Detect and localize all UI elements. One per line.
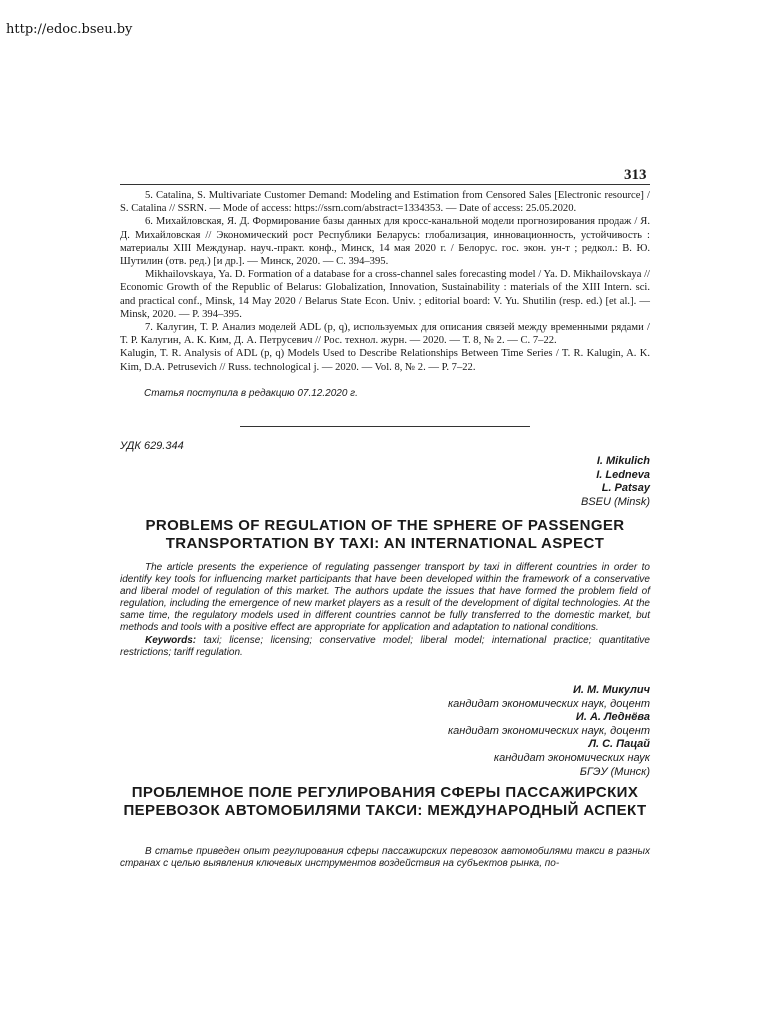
abstract-ru-text: В статье приведен опыт регулирования сферы пассажирских перевозок автомобилями такси в разных странах с целью выявления ключевых инструментов воздействия на субъектов рынка, по- [120,846,650,870]
author-en-1: I. Mikulich [596,455,650,467]
authors-en [581,455,650,509]
author-en-3: L. Patsay [601,482,650,494]
keywords [120,635,650,659]
author-ru-1-name: И. М. Микулич [573,684,650,696]
authors-ru [448,684,650,779]
reference-7-translation: Kalugin, T. R. Analysis of ADL (p, q) Models Used to Describe Relationships Between Time Series / T. R. Kalugin, A. K. Kim, D.A. Petrusevich // Russ. technological j. — 2020. — Vol. 8, № 2. — P. 7–22. [120,348,650,373]
reference-5: 5. Catalina, S. Multivariate Customer Demand: Modeling and Estimation from Censored Sales [Electronic resource] / S. Catalina // SSRN. — Mode of access: https://ssrn.com/abstract=1334353. — Date of access: 25.05.2020. [120,190,650,215]
page-number: 313 [624,167,647,183]
author-ru-3-role: кандидат экономических наук [493,751,650,764]
reference-6-translation: Mikhailovskaya, Ya. D. Formation of a database for a cross-channel sales forecasting model / Ya. D. Mikhailovskaya // Economic Growth of the Republic of Belarus: Globalization, Innovation, Sustainability : materials of the XIII Intern. sci. and practical conf., Minsk, 14 May 2020 / Belarus State Econ. Univ. ; editorial board: V. Yu. Shutilin (resp. ed.) [et al.]. — Minsk, 2020. — P. 394–395. [120,269,650,320]
header-rule [120,184,650,185]
received-note: Статья поступила в редакцию 07.12.2020 г. [144,388,358,399]
keywords-text: taxi; license; licensing; conservative model; liberal model; international practice; quantitative restrictions; tariff regulation. [120,634,650,658]
article-title-ru: ПРОБЛЕМНОЕ ПОЛЕ РЕГУЛИРОВАНИЯ СФЕРЫ ПАССАЖИРСКИХ ПЕРЕВОЗОК АВТОМОБИЛЯМИ ТАКСИ: МЕЖДУНАРОДНЫЙ АСПЕКТ [123,784,647,819]
author-ru-3-name: Л. С. Пацай [588,738,650,751]
udk-code: УДК 629.344 [120,440,184,452]
keywords-label: Keywords: [145,634,197,646]
author-ru-1-role: кандидат экономических наук, доцент [447,697,650,710]
abstract-en [120,562,650,659]
author-ru-2-name: И. А. Леднёва [575,711,650,724]
abstract-en-text: The article presents the experience of regulating passenger transport by taxi in different countries in order to identify key tools for influencing market participants that have been developed within the framework of a conservative and liberal model of regulation of this market. The authors update the issues that have formed the problem field of regulation, including the emergence of new market players as a result of the development of digital technologies. At the same time, the regulatory models used in different countries cannot be fully transferred to the domestic market, but methods and tools with a positive effect are appropriate for application and adaptation to national conditions. [120,562,650,634]
abstract-ru [120,846,650,871]
reference-list [120,189,650,374]
affiliation-ru: БГЭУ (Минск) [579,765,650,778]
source-url[interactable]: http://edoc.bseu.by [6,22,133,37]
article-title-en: PROBLEMS OF REGULATION OF THE SPHERE OF PASSENGER TRANSPORTATION BY TAXI: AN INTERNATIONAL ASPECT [145,517,625,552]
affiliation-en: BSEU (Minsk) [580,495,650,508]
author-ru-2-role: кандидат экономических наук, доцент [447,724,650,737]
reference-7: 7. Калугин, Т. Р. Анализ моделей ADL (p, q), используемых для описания связей между временными рядами / Т. Р. Калугин, А. К. Ким, Д. А. Петрусевич // Рос. технол. журн. — 2020. — Т. 8, № 2. — С. 7–22. [120,322,650,347]
author-en-2: I. Ledneva [596,468,650,481]
reference-6: 6. Михайловская, Я. Д. Формирование базы данных для кросс-канальной модели прогнозирования продаж / Я. Д. Михайловская // Экономический рост Республики Беларусь: глобализация, инновационность, устойчивость : материалы XIII Междунар. науч.-практ. конф., Минск, 14 мая 2020 г. / Белорус. гос. экон. ун-т ; редкол.: В. Ю. Шутилин (отв. ред.) [и др.]. — Минск, 2020. — С. 394–395. [120,216,650,268]
article-separator [240,426,530,427]
